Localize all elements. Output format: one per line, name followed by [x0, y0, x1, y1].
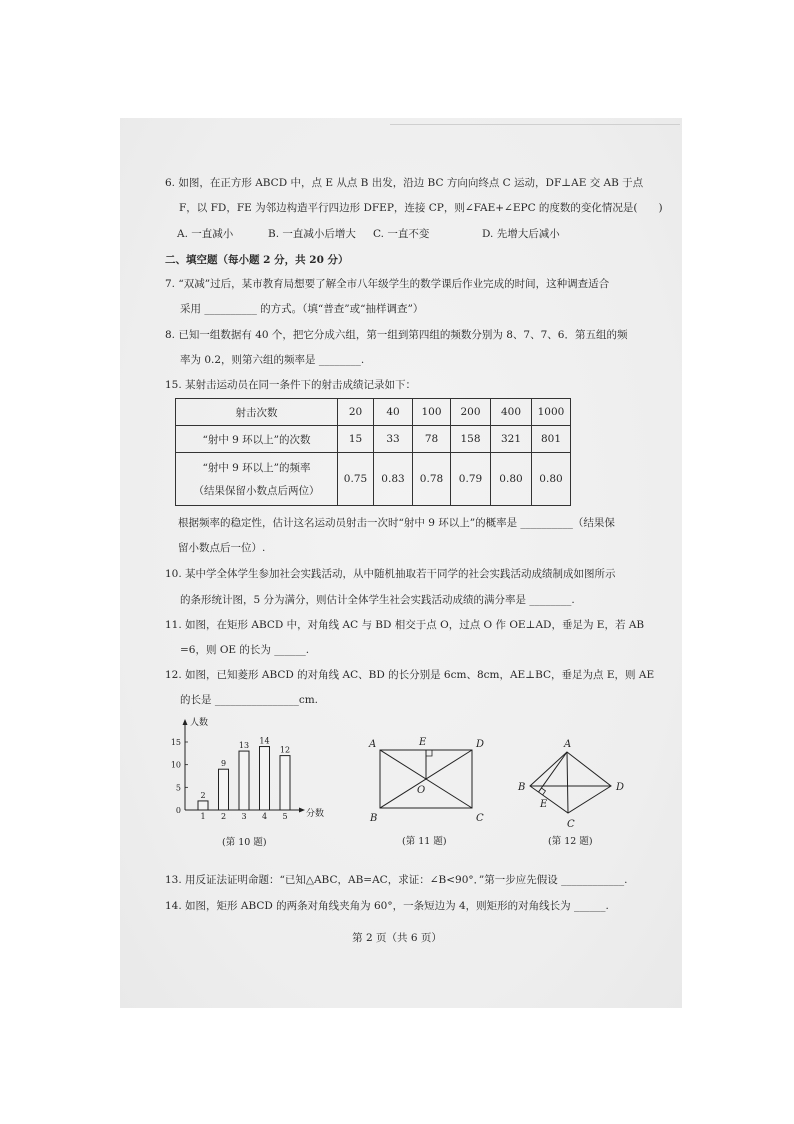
bar-1 — [198, 801, 208, 810]
table-cell: 321 — [491, 426, 532, 453]
q6-line-1: 6. 如图，在正方形 ABCD 中，点 E 从点 B 出发，沿边 BC 方向向终点 C 运动，DF⊥AE 交 AB 于点 — [165, 177, 644, 189]
row-label-cell — [176, 453, 338, 506]
table-row — [176, 399, 571, 426]
bar-value-label: 13 — [238, 741, 250, 751]
y-tick-label: 5 — [175, 783, 181, 793]
shooting-record-table — [175, 398, 571, 506]
label-b: B — [370, 813, 378, 824]
bar-4 — [260, 747, 270, 810]
x-axis-label: 分数 — [306, 809, 325, 819]
y-axis-arrow — [183, 719, 188, 725]
fig12-caption: (第 12 题) — [548, 836, 593, 847]
table-cell: 400 — [491, 399, 532, 426]
row-label: 射击次数 — [176, 399, 338, 426]
y-tick-label: 15 — [170, 738, 181, 747]
section-2-heading: 二、填空题（每小题 2 分，共 20 分） — [165, 254, 349, 266]
x-tick-label: 5 — [282, 812, 288, 821]
y-axis-label: 人数 — [190, 718, 209, 728]
label-d: D — [476, 739, 485, 750]
chart-marks — [171, 737, 290, 821]
page-footer: 第 2 页（共 6 页） — [352, 932, 442, 944]
table-cell: 0.78 — [413, 453, 451, 506]
q6-option-c: C. 一直不变 — [373, 228, 430, 240]
q14-line: 14. 如图，矩形 ABCD 的两条对角线夹角为 60°，一条短边为 4，则矩形的对角线长为 ______. — [165, 900, 609, 912]
table-cell: 0.80 — [532, 453, 571, 506]
table-cell: 0.80 — [491, 453, 532, 506]
q7-line-1: 7. “双减”过后，某市教育局想要了解全市八年级学生的数学课后作业完成的时间，这种调查适合 — [165, 278, 610, 290]
q7-line-2: 采用 __________ 的方式。（填“普查”或“抽样调查”） — [180, 303, 424, 315]
table-cell: 801 — [532, 426, 571, 453]
q12-line-1: 12. 如图，已知菱形 ABCD 的对角线 AC、BD 的长分别是 6cm、8cm，AE⊥BC，垂足为点 E，则 AE — [165, 669, 655, 681]
row-label: “射中 9 环以上”的次数 — [176, 426, 338, 453]
bar-value-label: 14 — [259, 736, 270, 746]
x-tick-label: 1 — [200, 812, 206, 821]
label-c: C — [567, 819, 575, 830]
y-tick-label: 10 — [170, 760, 181, 770]
table-cell: 200 — [451, 399, 491, 426]
bar-value-label: 12 — [279, 745, 291, 755]
x-axis-arrow — [299, 808, 305, 813]
y-tick-label: 0 — [175, 806, 181, 815]
x-tick-label: 3 — [241, 812, 247, 821]
diagonal-ac — [567, 752, 568, 813]
label-c: C — [476, 813, 484, 824]
table-cell: 100 — [413, 399, 451, 426]
table-row — [176, 453, 571, 506]
q6-option-b: B. 一直减小后增大 — [268, 228, 356, 240]
right-angle-mark — [426, 750, 432, 756]
label-a: A — [369, 739, 377, 750]
q15-line-2: 根据频率的稳定性，估计这名运动员射击一次时“射中 9 环以上”的概率是 __________（结果保 — [178, 517, 615, 529]
bar-value-label: 2 — [200, 790, 206, 800]
bar-5 — [280, 756, 290, 810]
q15-intro: 15. 某射击运动员在同一条件下的射击成绩记录如下： — [165, 379, 417, 391]
q11-line-2: =6，则 OE 的长为 ______. — [180, 644, 310, 656]
label-b: B — [518, 782, 526, 793]
label-d: D — [616, 782, 625, 793]
table-cell: 158 — [451, 426, 491, 453]
table-cell: 78 — [413, 426, 451, 453]
q8-line-2: 率为 0.2，则第六组的频率是 ________. — [180, 354, 365, 366]
q10-line-1: 10. 某中学全体学生参加社会实践活动，从中随机抽取若干同学的社会实践活动成绩制成如图所示 — [165, 568, 616, 580]
table-cell: 1000 — [532, 399, 571, 426]
q15-line-3: 留小数点后一位）. — [178, 542, 266, 554]
label-o: O — [417, 785, 426, 796]
bar-2 — [219, 769, 229, 810]
q8-line-1: 8. 已知一组数据有 40 个，把它分成六组，第一组到第四组的频数分别为 8、7、7、6．第五组的频 — [165, 329, 628, 341]
table-cell: 0.75 — [338, 453, 374, 506]
q6-line-2: F，以 FD，FE 为邻边构造平行四边形 DFEP，连接 CP，则∠FAE+∠EPC 的度数的变化情况是( ) — [179, 202, 663, 214]
bar-chart — [170, 715, 330, 830]
x-tick-label: 2 — [220, 812, 227, 821]
q6-option-a: A. 一直减小 — [177, 228, 234, 240]
bar-3 — [239, 751, 249, 810]
row-label: “射中 9 环以上”的频率 — [202, 462, 311, 474]
q13-line: 13. 用反证法证明命题：“已知△ABC，AB=AC，求证：∠B<90°．”第一步应先假设 ____________. — [165, 874, 628, 886]
bar-value-label: 9 — [220, 759, 227, 769]
scan-edge-line — [390, 124, 680, 125]
q6-option-d: D. 先增大后减小 — [482, 228, 560, 240]
q10-line-2: 的条形统计图，5 分为满分，则估计全体学生社会实践活动成绩的满分率是 ________. — [180, 594, 575, 606]
label-e: E — [540, 799, 548, 810]
q12-line-2: 的长是 ________________cm. — [180, 694, 319, 706]
label-e: E — [419, 737, 427, 748]
table-cell: 0.79 — [451, 453, 491, 506]
label-a: A — [564, 739, 572, 750]
table-cell: 33 — [374, 426, 413, 453]
fig12-rhombus-diagram — [510, 735, 635, 830]
table-cell: 40 — [374, 399, 413, 426]
fig11-rectangle-diagram — [360, 730, 490, 830]
x-tick-label: 4 — [261, 812, 268, 821]
q11-line-1: 11. 如图，在矩形 ABCD 中，对角线 AC 与 BD 相交于点 O，过点 O 作 OE⊥AD，垂足为 E，若 AB — [165, 619, 645, 631]
table-cell: 0.83 — [374, 453, 413, 506]
row-note: （结果保留小数点后两位） — [193, 485, 320, 497]
fig11-caption: (第 11 题) — [402, 836, 447, 847]
table-cell: 15 — [338, 426, 374, 453]
table-row — [176, 426, 571, 453]
table-cell: 20 — [338, 399, 374, 426]
fig10-caption: (第 10 题) — [222, 837, 267, 848]
